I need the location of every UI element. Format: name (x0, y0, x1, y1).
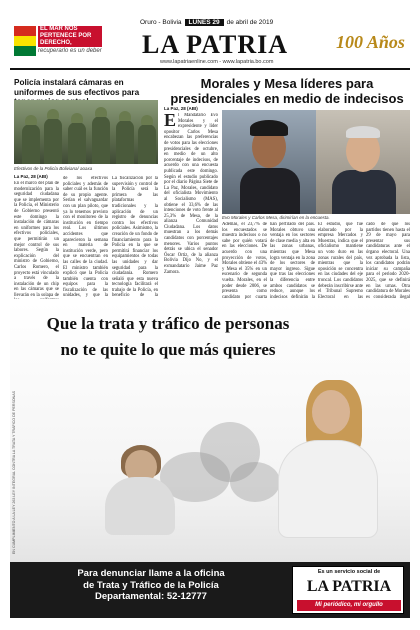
left-story-dateline: La Paz, 28 (ABI) (14, 174, 48, 179)
ad-line-2: no te quite lo que más quieres (60, 340, 276, 359)
sea-claim-tagline (38, 26, 102, 55)
hotline-banner (10, 562, 410, 618)
main-story-col-6: cado de que los partidos tienen hasta el 29 de mayo para presentar sus candidaturas ante el órgano electoral. Una vez aprobada la lista, los candidatos podrán iniciar su campaña para el periodo 2020-2025, que se definirá en las urnas. Otra candidatura de Morales es considerada ilegal (366, 222, 410, 299)
left-story-col-1: En el marco del plan de modernización para la seguridad ciudadana que se implementa por la Policía, el Ministerio de Gobierno presentó este domingo la instalación de cámaras en uniformes para los efectivos policiales, que permitirán un mejor control de sus labores. Según la explicación del ministro de Gobierno, Carlos Romero, el proyecto está vinculado a través de la instalación de un chip en las cámaras que se llevarán en la solapa de (14, 181, 59, 298)
police-uniform-photo (14, 100, 158, 164)
ad-legal-notice: EN CUMPLIMIENTO A LA LEY 263 LEY INTEGRAL CONTRA LA TRATA Y TRÁFICO DE PERSONAS (12, 390, 16, 554)
main-story-col-2: Además, el 23,7% de los encuestados se muestra indecisos o no sabe por quién votará en las elecciones. De acuerdo con una proyección de votos, Morales obtiene el 43% y Mesa el 35% en un escenario de segunda vuelta. Morales, en el poder desde 2006, se presenta como candidato por cuarta (222, 222, 267, 299)
masthead (0, 0, 420, 72)
ad-line-1: Que la trata y tráfico de personas (46, 314, 290, 333)
date-rest: de abril de 2019 (226, 19, 274, 26)
candidates-photo (222, 110, 410, 214)
location: Oruro - Bolivia (140, 19, 182, 26)
hotline-line-3: Departamental: 52-12777 (95, 591, 207, 602)
anti-trafficking-ad (10, 302, 410, 562)
main-story-col-4 (318, 222, 363, 299)
website-line: www.lapatriaenline.com - www.lapatria.bo.com (160, 59, 274, 65)
hotline-line-1: Para denunciar llame a la oficina (77, 568, 225, 579)
main-story-headline[interactable]: Morales y Mesa líderes para presidenciales en medio de indecisos (170, 76, 404, 106)
badge-small-text: Es un servicio social de (317, 569, 381, 575)
dropcap: E (164, 113, 177, 130)
main-story-col-3: han perfilado del país. Morales obtuvo una ventaja en los sectores de clase media y alta en las zonas urbanas, mientras que Mesa logra ventaja en la zona de los sectores de mayor ingreso. Sigue que tras las elecciones la diferencia entre ambos candidatos se reduce, aunque los indecisos definirán la (270, 222, 315, 299)
left-story-col-3: La fiscalización por la supervisión y control de la Policía será la primera de las plataformas tradicionales y la aplicación de un registro de denuncias contra los efectivos policiales. Asimismo, la creación de un fondo de financiamiento para la Policía en la que se permitirá financiar los equipamientos de todas las unidades y dar seguridad para la ciudadanía. Romero señaló que esta nueva tecnología facilitará el trabajo de la Policía, en beneficio de la (112, 176, 158, 299)
date-day: LUNES 29 (185, 19, 224, 26)
newspaper-title: LA PATRIA (142, 30, 288, 59)
tagline-top: EL MAR NOS PERTENECE POR DERECHO, (38, 26, 102, 47)
badge-title: LA PATRIA (306, 578, 392, 595)
anniversary-logo: 100 Años (336, 32, 405, 52)
candidates-photo-caption: Evo Morales y Carlos Mesa, dirimirían en la encuesta. (222, 215, 330, 220)
badge-slogan: Mi periódico, mi orgullo (297, 600, 401, 611)
hotline-text (26, 568, 276, 603)
social-service-badge (292, 566, 404, 614)
left-photo-caption: Efectivos de la Policía Boliviana/ aoaxa (14, 166, 93, 171)
tagline-bottom: recuperarlo es un deber (38, 48, 102, 54)
main-story-dateline: La Paz, 28 (ABI) (164, 106, 198, 111)
hotline-line-2: de Trata y Tráfico de la Policía (83, 579, 219, 591)
left-story-headline[interactable]: Policía instalará cámaras en uniformes de sus efectivos para (14, 78, 140, 97)
main-story-col-4-text: El estudio, que fue elaborado por la empresa Mercados y Muestras, indica que el oficialismo mantiene un voto duro en las zonas rurales del país, mientras que la oposición se concentra en las ciudades del eje troncal. Los candidatos deberán inscribirse ante el Tribunal Supremo Electoral en las (318, 222, 363, 299)
main-story-col-1 (164, 113, 218, 299)
left-story-col-2: de los efectivos policiales y además de saber cuál es la función de su propio agente. Serían el salvaguardar con un plan piloto, que ya lo tenemos previsto con el monitoreo de la institución en tiempo real. Los últimos accidentes que aparecieron la semana en materia de institución verde, pero que se encuentran en las calles de la ciudad. El ministro también explicó que la Policía también cuenta con equipos para la fiscalización de las unidades, y que la (63, 176, 108, 299)
main-story-col-1-text: l Mandatario Evo Morales y el expresidente y líder opositor Carlos Mesa encabezan las preferencias de votos para las elecciones presidenciales de octubre, en medio de un alto porcentaje de indecisos, de acuerdo con una encuesta publicada este domingo. Según el estudio publicado por el diario Página Siete de La Paz, Morales, candidato del oficialista Movimiento al Socialismo (MAS), obtiene el 33,6% de las intenciones de voto frente al 25,3% de Mesa, de la alianza Comunidad Ciudadana. Los datos muestran a los demás candidatos con porcentajes menores. Varios puntos detrás se ubica el senador Óscar Ortiz, de la alianza Bolivia Dijo No, y el exmandatario Jaime Paz Zamora. (164, 113, 218, 275)
masthead-divider (10, 68, 410, 70)
dateline (140, 19, 340, 26)
bolivia-flag-icon (14, 26, 36, 56)
